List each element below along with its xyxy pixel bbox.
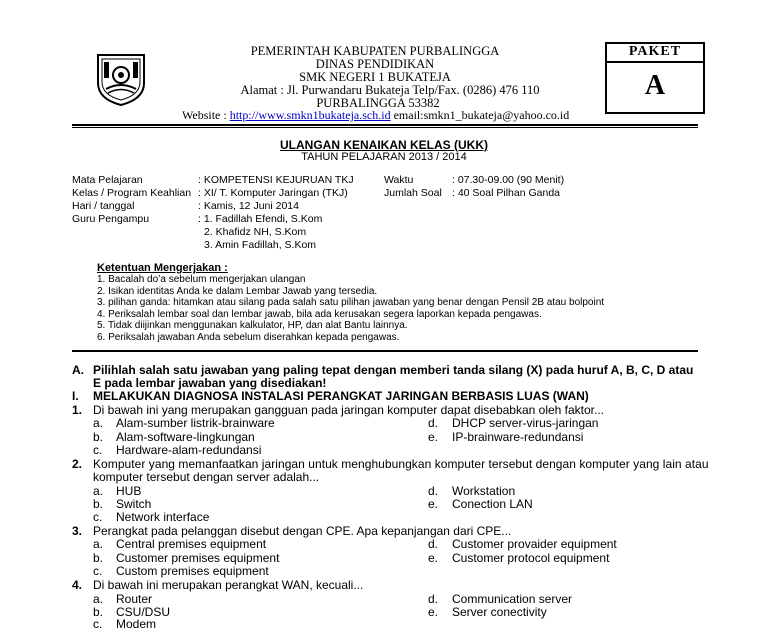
info-kelas-value: : XI/ T. Komputer Jaringan (TKJ) xyxy=(198,187,348,199)
question-number: 1. xyxy=(72,403,83,417)
letterhead-divider-thick xyxy=(72,124,698,126)
info-guru-2: 2. Khafidz NH, S.Kom xyxy=(204,226,307,238)
info-kelas-label: Kelas / Program Keahlian xyxy=(72,187,192,199)
info-guru-1: : 1. Fadillah Efendi, S.Kom xyxy=(198,213,323,225)
question-text: Di bawah ini merupakan perangkat WAN, kecuali... xyxy=(93,578,364,592)
option-text: Hardware-alam-redundansi xyxy=(116,443,262,457)
option-text: Customer premises equipment xyxy=(116,551,280,565)
letterhead-city: PURBALINGGA 53382 xyxy=(316,96,440,110)
info-guru-label: Guru Pengampu xyxy=(72,213,150,225)
option-letter: b. xyxy=(93,430,104,444)
info-jumlah-value: : 40 Soal Pilhan Ganda xyxy=(452,187,560,199)
info-waktu-label: Waktu xyxy=(384,174,414,186)
question-number: 4. xyxy=(72,578,83,592)
option-text: Communication server xyxy=(452,592,573,606)
option-letter: d. xyxy=(428,537,439,551)
question-text: Komputer yang memanfaatkan jaringan untuk menghubungkan komputer tersebut dengan komputer yang lain atau xyxy=(93,457,709,471)
purbalingga-emblem-icon xyxy=(92,53,150,107)
option-text: CSU/DSU xyxy=(116,605,171,619)
question-number: 2. xyxy=(72,457,83,471)
option-letter: e. xyxy=(428,605,439,619)
option-letter: a. xyxy=(93,592,104,606)
info-hari-value: : Kamis, 12 Juni 2014 xyxy=(198,200,299,212)
paket-box xyxy=(605,42,705,114)
option-letter: c. xyxy=(93,510,103,524)
option-text: Customer protocol equipment xyxy=(452,551,610,565)
question-number: 3. xyxy=(72,524,83,538)
paket-label: PAKET xyxy=(607,44,703,63)
option-letter: e. xyxy=(428,430,439,444)
ketentuan-item: 6. Periksalah jawaban Anda sebelum diserahkan kepada pengawas. xyxy=(97,331,400,343)
option-text: Switch xyxy=(116,497,152,511)
option-text: Alam-software-lingkungan xyxy=(116,430,255,444)
option-text: DHCP server-virus-jaringan xyxy=(452,416,599,430)
option-text: Central premises equipment xyxy=(116,537,267,551)
option-letter: a. xyxy=(93,416,104,430)
option-text: Conection LAN xyxy=(452,497,533,511)
section-a-label: A. xyxy=(72,363,84,377)
letterhead-web-row xyxy=(182,108,569,123)
question-text: Di bawah ini yang merupakan gangguan pada jaringan komputer dapat disebabkan oleh faktor... xyxy=(93,403,605,417)
ketentuan-item: 4. Periksalah lembar soal dan lembar jawab, bila ada kerusakan segera laporkan kepada pengawas. xyxy=(97,308,542,320)
info-mapel-value: : KOMPETENSI KEJURUAN TKJ xyxy=(198,174,354,186)
option-letter: b. xyxy=(93,605,104,619)
email-text: email:smkn1_bukateja@yahoo.co.id xyxy=(393,108,570,122)
letterhead-address: Alamat : Jl. Purwandaru Bukateja Telp/Fax. (0286) 476 110 xyxy=(240,83,540,97)
ketentuan-heading: Ketentuan Mengerjakan : xyxy=(97,262,228,274)
option-text: Router xyxy=(116,592,153,606)
website-label: Website : xyxy=(182,108,227,122)
ketentuan-item: 3. pilihan ganda: hitamkan atau silang pada salah satu pilihan jawaban yang benar dengan Pensil 2B atau bolpoint xyxy=(97,297,605,308)
website-link[interactable]: http://www.smkn1bukateja.sch.id xyxy=(229,108,391,122)
section-a-line-2: E pada lembar jawaban yang disediakan! xyxy=(93,376,327,390)
info-guru-3: 3. Amin Fadillah, S.Kom xyxy=(204,239,317,251)
option-text: Modem xyxy=(116,617,157,631)
option-letter: d. xyxy=(428,592,439,606)
option-letter: d. xyxy=(428,484,439,498)
exam-title: ULANGAN KENAIKAN KELAS (UKK) xyxy=(280,138,488,152)
ketentuan-item: 2. Isikan identitas Anda ke dalam Lembar Jawab yang tersedia. xyxy=(97,285,378,297)
info-waktu-value: : 07.30-09.00 (90 Menit) xyxy=(452,174,565,186)
option-text: Alam-sumber listrik-brainware xyxy=(116,416,275,430)
paket-letter: A xyxy=(644,70,666,101)
option-letter: c. xyxy=(93,564,103,578)
option-letter: d. xyxy=(428,416,439,430)
option-text: IP-brainware-redundansi xyxy=(452,430,584,444)
option-text: Server conectivity xyxy=(452,605,547,619)
option-letter: b. xyxy=(93,551,104,565)
section-i-title: MELAKUKAN DIAGNOSA INSTALASI PERANGKAT JARINGAN BERBASIS LUAS (WAN) xyxy=(93,389,589,403)
option-text: Network interface xyxy=(116,510,210,524)
info-mapel-label: Mata Pelajaran xyxy=(72,174,143,186)
section-i-label: I. xyxy=(72,389,79,403)
ketentuan-item: 1. Bacalah do’a sebelum mengerjakan ulangan xyxy=(97,274,306,285)
option-letter: a. xyxy=(93,537,104,551)
option-letter: e. xyxy=(428,497,439,511)
exam-year: TAHUN PELAJARAN 2013 / 2014 xyxy=(301,151,467,163)
letterhead-line-2: DINAS PENDIDIKAN xyxy=(315,57,435,71)
option-letter: b. xyxy=(93,497,104,511)
option-letter: c. xyxy=(93,443,103,457)
ketentuan-item: 5. Tidak diijinkan menggunakan kalkulator, HP, dan alat Bantu lainnya. xyxy=(97,320,408,331)
letterhead-line-3: SMK NEGERI 1 BUKATEJA xyxy=(299,70,451,84)
section-a-line-1: Pilihlah salah satu jawaban yang paling tepat dengan memberi tanda silang (X) pada huruf A, B, C, D atau xyxy=(93,363,694,377)
option-letter: c. xyxy=(93,617,103,631)
option-text: HUB xyxy=(116,484,142,498)
info-hari-label: Hari / tanggal xyxy=(72,200,135,212)
question-text-cont: komputer tersebut dengan server adalah... xyxy=(93,470,320,484)
option-letter: a. xyxy=(93,484,104,498)
option-text: Workstation xyxy=(452,484,516,498)
question-text: Perangkat pada pelanggan disebut dengan CPE. Apa kepanjangan dari CPE... xyxy=(93,524,512,538)
letterhead-line-1: PEMERINTAH KABUPATEN PURBALINGGA xyxy=(250,44,500,58)
letterhead-divider-thin xyxy=(72,127,698,128)
option-letter: e. xyxy=(428,551,439,565)
info-jumlah-label: Jumlah Soal xyxy=(384,187,442,199)
option-text: Customer provaider equipment xyxy=(452,537,617,551)
option-text: Custom premises equipment xyxy=(116,564,269,578)
section-divider xyxy=(72,350,698,352)
